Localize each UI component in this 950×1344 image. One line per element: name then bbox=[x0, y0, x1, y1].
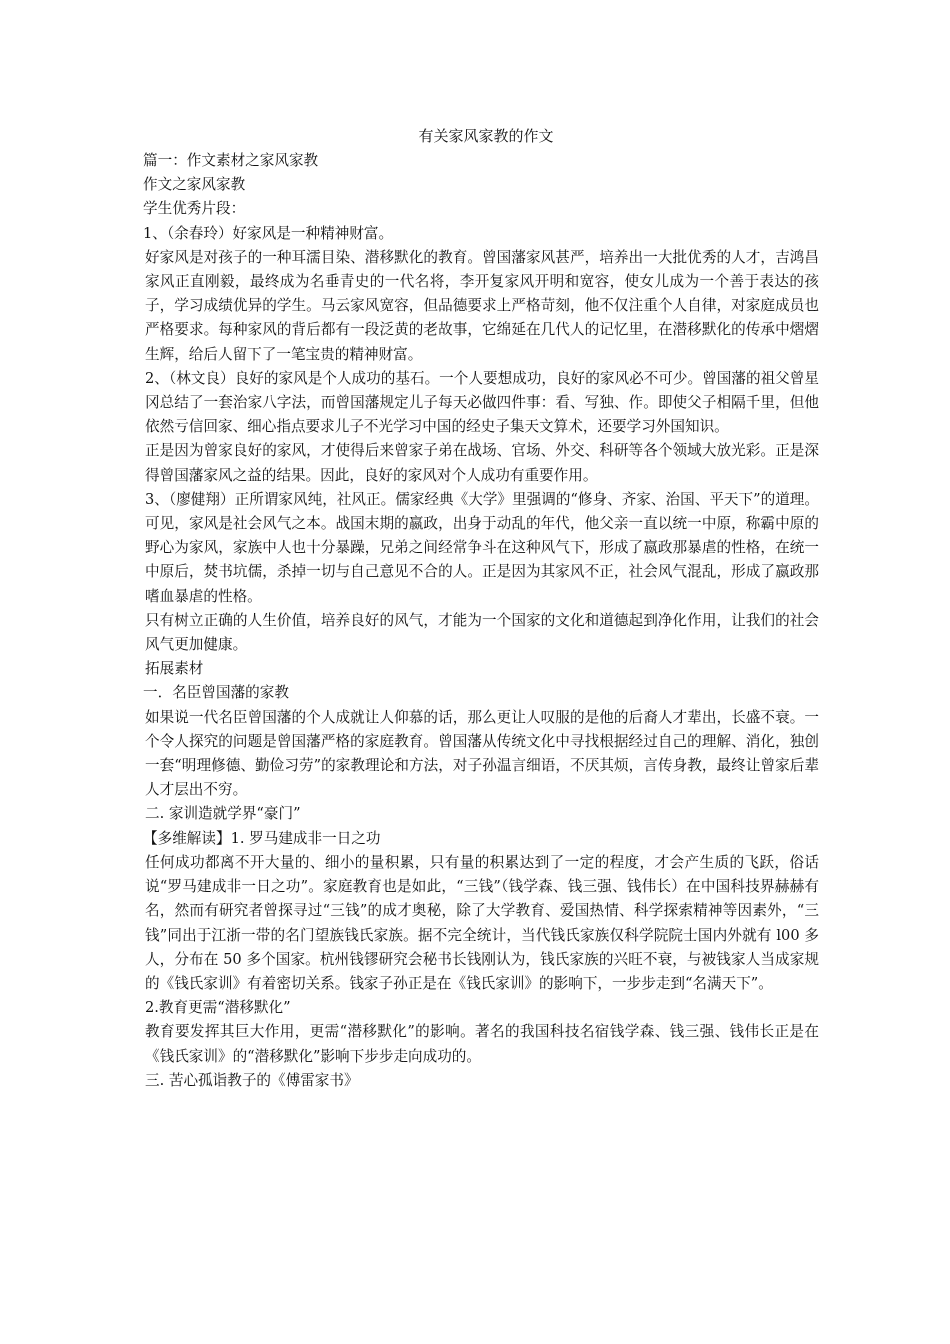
paragraph-multi-interpretation-heading: 【多维解读】1. 罗马建成非一日之功 bbox=[143, 829, 381, 847]
paragraph-section-three-heading: 三. 苦心孤诣教子的《傅雷家书》 bbox=[145, 1071, 359, 1089]
document-page bbox=[143, 124, 819, 1093]
paragraph-item-2: 2、（林文良）良好的家风是个人成功的基石。一个人要想成功，良好的家风必不可少。曾国藩的祖父曾星冈总结了一套治家八字法，而曾国藩规定儿子每天必做四件事：看、写独、作。即使父子相隔千里，但他依然亏信回家、细心指点要求儿子不光学习中国的经史子集天文算术，还要学习外国知识。 bbox=[145, 369, 819, 436]
paragraph-item-2-conclusion: 正是因为曾家良好的家风，才使得后来曾家子弟在战场、官场、外交、科研等各个领域大放光彩。正是深得曾国藩家风之益的结果。因此，良好的家风对个人成功有重要作用。 bbox=[145, 442, 819, 484]
paragraph-extended-material: 拓展素材 bbox=[145, 660, 204, 678]
paragraph-item-1-body: 好家风是对孩子的一种耳濡目染、潜移默化的教育。曾国藩家风甚严，培养出一大批优秀的人才，吉鸿昌家风正直刚毅，最终成为名垂青史的一代名将，李开复家风开明和宽容，使女儿成为一个善于表达的孩子，学习成绩优异的学生。马云家风宽容，但品德要求上严格苛刻，他不仅注重个人自律，对家庭成员也严格要求。每种家风的背后都有一段泛黄的老故事，它绵延在几代人的记忆里，在潜移默化的传承中熠熠生辉，给后人留下了一笔宝贵的精神财富。 bbox=[145, 248, 819, 363]
paragraph-heading-part-one: 篇一：作文素材之家风家教 bbox=[143, 152, 319, 169]
paragraph-item-3: 3、（廖健翔）正所谓家风纯，社风正。儒家经典《大学》里强调的“修身、齐家、治国、平天下”的道理。可见，家风是社会风气之本。战国末期的嬴政，出身于动乱的年代，他父亲一直以统一中原，称霸中原的野心为家风，家族中人也十分暴躁，兄弟之间经常争斗在这种风气下，形成了嬴政那暴虐的性格，在统一中原后，焚书坑儒，杀掉一切与自己意见不合的人。正是因为其家风不正，社会风气混乱，形成了嬴政那嗜血暴虐的性格。 bbox=[145, 490, 819, 605]
paragraph-subtitle: 作文之家风家教 bbox=[143, 176, 246, 194]
paragraph-section-one-heading: 一．名臣曾国藩的家教 bbox=[143, 684, 289, 702]
paragraph-student-excerpts: 学生优秀片段： bbox=[143, 200, 246, 218]
paragraph-section-two-heading: 二. 家训造就学界“豪门” bbox=[145, 805, 301, 823]
paragraph-subtle-influence-body: 教育要发挥其巨大作用，更需“潜移默化”的影响。著名的我国科技名宿钱学森、钱三强、钱伟长正是在《钱氏家训》的“潜移默化”影响下步步走向成功的。 bbox=[145, 1023, 819, 1065]
paragraph-section-one-body: 如果说一代名臣曾国藩的个人成就让人仰慕的话，那么更让人叹服的是他的后裔人才辈出，长盛不衰。一个令人探究的问题是曾国藩严格的家庭教育。曾国藩从传统文化中寻找根据经过自己的理解、消化，独创一套“明理修德、勤俭习劳”的家教理论和方法，对子孙温言细语，不厌其烦，言传身教，最终让曾家后辈人才层出不穷。 bbox=[145, 708, 819, 799]
paragraph-item-3-conclusion: 只有树立正确的人生价值，培养良好的风气，才能为一个国家的文化和道德起到净化作用，让我们的社会风气更加健康。 bbox=[145, 611, 819, 654]
document-title: 有关家风家教的作文 bbox=[418, 127, 554, 145]
paragraph-subtle-influence-heading: 2.教育更需“潜移默化” bbox=[145, 999, 291, 1017]
paragraph-rome-body: 任何成功都离不开大量的、细小的量积累，只有量的积累达到了一定的程度，才会产生质的飞跃，俗话说“罗马建成非一日之功”。家庭教育也是如此，“三钱”（钱学森、钱三强、钱伟长）在中国科技界赫赫有名，然而有研究者曾探寻过“三钱”的成才奥秘，除了大学教育、爱国热情、科学探索精神等因素外，“三钱”同出于江浙一带的名门望族钱氏家族。据不完全统计，当代钱氏家族仅科学院院士国内外就有 l00 多人，分布在 50 多个国家。杭州钱镠研究会秘书长钱刚认为，钱氏家族的兴旺不衰，与被钱家人当成家规的《钱氏家训》有着密切关系。钱家子孙正是在《钱氏家训》的影响下，一步步走到“名满天下”。 bbox=[145, 853, 819, 992]
paragraph-item-1-heading: 1、（余春玲）好家风是一种精神财富。 bbox=[143, 224, 394, 242]
